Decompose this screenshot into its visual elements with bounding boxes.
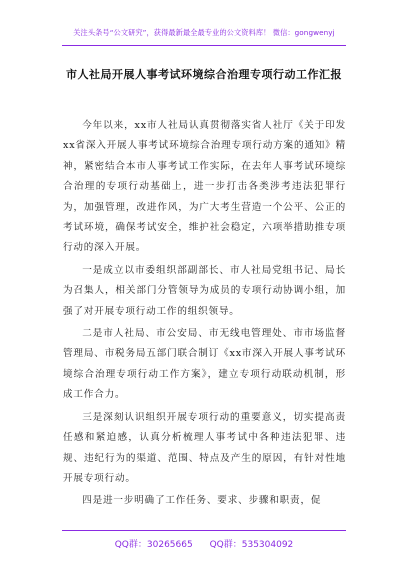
header-divider <box>62 45 346 46</box>
header-banner: 关注头条号“公文研究”，获得最新最全最专业的公文资料库！ 微信：gongwenyj <box>73 28 335 37</box>
document-body <box>63 116 346 512</box>
document-title: 市人社局开展人事考试环境综合治理专项行动工作汇报 <box>66 68 342 81</box>
footer-qq-group-1: QQ群：30265665 <box>114 540 193 550</box>
paragraph-2: 二是市人社局、市公安局、市无线电管理处、市市场监督管理局、市税务局五部门联合制订《xx市深入开展人事考试环境综合治理专项行动工作方案》，建立专项行动联动机制，形成工作合力。 <box>63 328 346 401</box>
paragraph-4: 四是进一步明确了工作任务、要求、步骤和职责，促 <box>82 495 322 507</box>
footer <box>0 537 408 550</box>
paragraph-1: 一是成立以市委组织部副部长、市人社局党组书记、局长为召集人，相关部门分管领导为成员的专项行动协调小组，加强了对开展专项行动工作的组织领导。 <box>63 264 346 317</box>
paragraph-3: 三是深刻认识组织开展专项行动的重要意义，切实提高责任感和紧迫感，认真分析梳理人事考试中各种违法犯罪、违规、违纪行为的渠道、范围、特点及产生的原因，有针对性地开展专项行动。 <box>63 411 346 484</box>
paragraph-intro: 今年以来，xx市人社局认真贯彻落实省人社厅《关于印发xx省深入开展人事考试环境综合治理专项行动方案的通知》精神，紧密结合本市人事考试工作实际，在去年人事考试环境综合治理的专项行动基础上，进一步打击各类涉考违法犯罪行为，加强管理，改进作风，为广大考生营造一个公平、公正的考试环境，确保考试安全，维护社会稳定，六项举措助推专项行动的深入开展。 <box>63 120 346 254</box>
footer-divider <box>62 530 346 531</box>
footer-qq-group-2: QQ群：535304092 <box>209 540 294 550</box>
